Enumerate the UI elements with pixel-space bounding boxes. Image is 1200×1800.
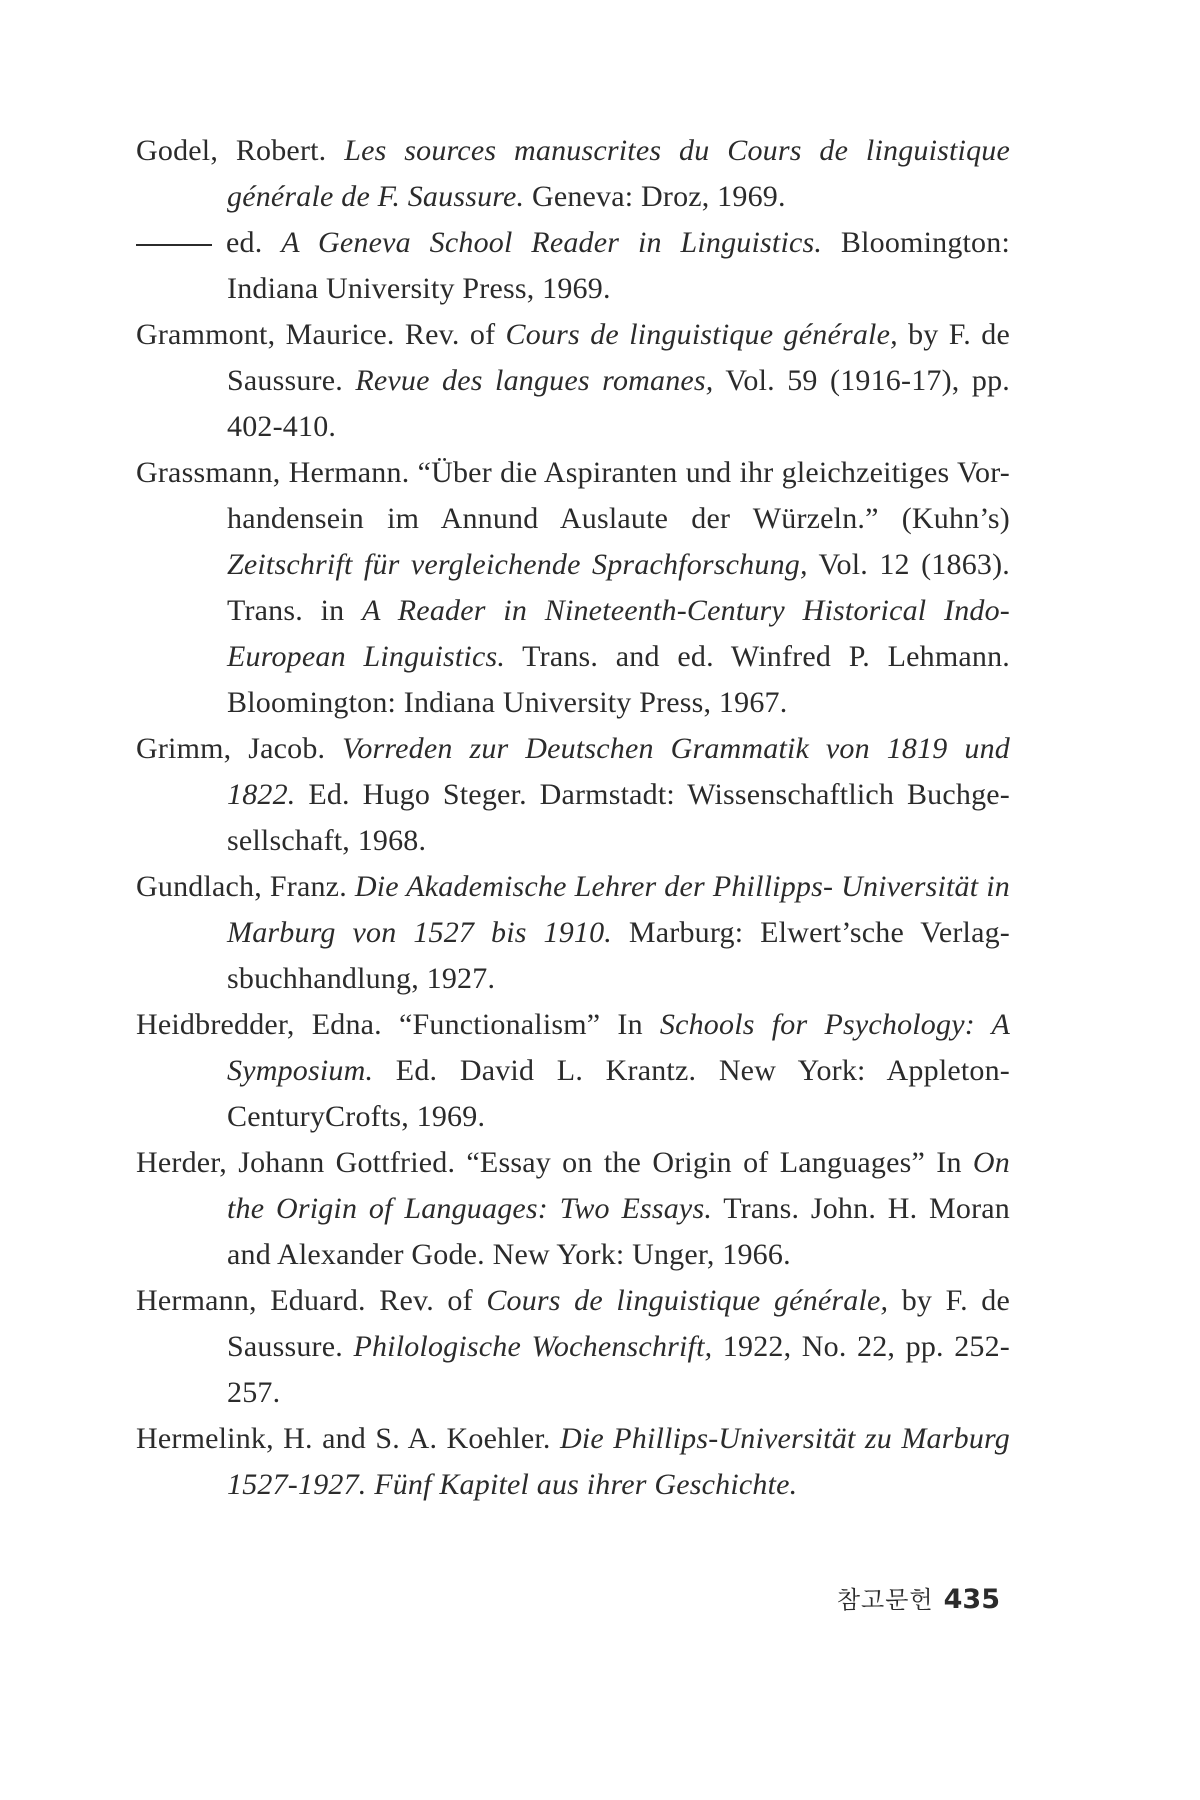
bibliography-entry [136, 128, 1010, 220]
entry-text: Trans. John. H. Moran and Alexander Gode. New York: Unger, 1966. [227, 1192, 1010, 1271]
entry-text: by F. de Saussure. [227, 318, 1010, 397]
entry-title-text: Cours de linguistique générale, [505, 318, 898, 351]
entry-title-text: Revue des langues romanes, [355, 364, 714, 397]
entry-title-text: A Reader in Nineteenth-Century Historical Indo-European Linguistics. [227, 594, 1010, 673]
bibliography-entry [136, 1278, 1010, 1416]
entry-text: Ed. Hugo Steger. Darmstadt: Wissenschaftlich Buchge-sellschaft, 1968. [227, 778, 1010, 857]
entry-text: ed. [226, 226, 282, 259]
bibliography-entry [136, 864, 1010, 1002]
page-number: 435 [943, 1584, 1000, 1615]
entry-text: 1922, No. 22, pp. 252-257. [227, 1330, 1010, 1409]
entry-title-text: On the Origin of Languages: Two Essays. [227, 1146, 1010, 1225]
bibliography-list [136, 128, 1010, 1508]
entry-title-text: Vorreden zur Deutschen Grammatik von 1819 und 1822. [227, 732, 1010, 811]
entry-text: Vol. 12 (1863). Trans. in [227, 548, 1010, 627]
entry-title-text: Die Akademische Lehrer der Phillipps- Universität in Marburg von 1527 bis 1910. [227, 870, 1010, 949]
bibliography-entry [136, 220, 1010, 312]
entry-title-text: Zeitschrift für vergleichende Sprachforschung, [227, 548, 808, 581]
bibliography-entry [136, 1140, 1010, 1278]
entry-text: Gundlach, Franz. [136, 870, 355, 903]
entry-text: Vol. 59 (1916-17), pp. 402-410. [227, 364, 1010, 443]
entry-text: Heidbredder, Edna. “Functionalism” In [136, 1008, 660, 1041]
entry-title-text: Cours de linguistique générale, [486, 1284, 889, 1317]
ditto-rule [136, 244, 212, 246]
entry-text: Hermann, Eduard. Rev. of [136, 1284, 487, 1317]
entry-text: Godel, Robert. [136, 134, 345, 167]
entry-text: Hermelink, H. and S. A. Koehler. [136, 1422, 560, 1455]
entry-text: Bloomington: Indiana University Press, 1969. [227, 226, 1010, 305]
entry-text: Geneva: Droz, 1969. [524, 180, 786, 213]
bibliography-entry [136, 1416, 1010, 1508]
bibliography-entry [136, 450, 1010, 726]
entry-text: Ed. David L. Krantz. New York: Appleton-CenturyCrofts, 1969. [227, 1054, 1010, 1133]
entry-title-text: Les sources manuscrites du Cours de linguistique générale de F. Saussure. [227, 134, 1010, 213]
bibliography-entry [136, 726, 1010, 864]
section-label: 참고문헌 [836, 1586, 934, 1614]
bibliography-entry [136, 1002, 1010, 1140]
entry-title-text: Schools for Psychology: A Symposium. [227, 1008, 1010, 1087]
bibliography-entry [136, 312, 1010, 450]
entry-text: Grammont, Maurice. Rev. of [136, 318, 506, 351]
page-footer [837, 1580, 1000, 1615]
entry-text: Grassmann, Hermann. “Über die Aspiranten und ihr gleichzeitiges Vor-handensein im Annund Auslaute der Würzeln.” (Kuhn’s) [136, 456, 1010, 535]
entry-title-text: Philologische Wochenschrift, [353, 1330, 713, 1363]
entry-title-text: Die Phillips-Universität zu Marburg 1527-1927. Fünf Kapitel aus ihrer Geschichte. [227, 1422, 1010, 1501]
entry-text: by F. de Saussure. [227, 1284, 1010, 1363]
entry-text: Grimm, Jacob. [136, 732, 343, 765]
entry-title-text: A Geneva School Reader in Linguistics. [281, 226, 823, 259]
entry-text: Herder, Johann Gottfried. “Essay on the Origin of Languages” In [136, 1146, 973, 1179]
entry-text: Trans. and ed. Winfred P. Lehmann. Bloomington: Indiana University Press, 1967. [227, 640, 1011, 719]
entry-text: Marburg: Elwert’sche Verlag-sbuchhandlung, 1927. [227, 916, 1010, 995]
